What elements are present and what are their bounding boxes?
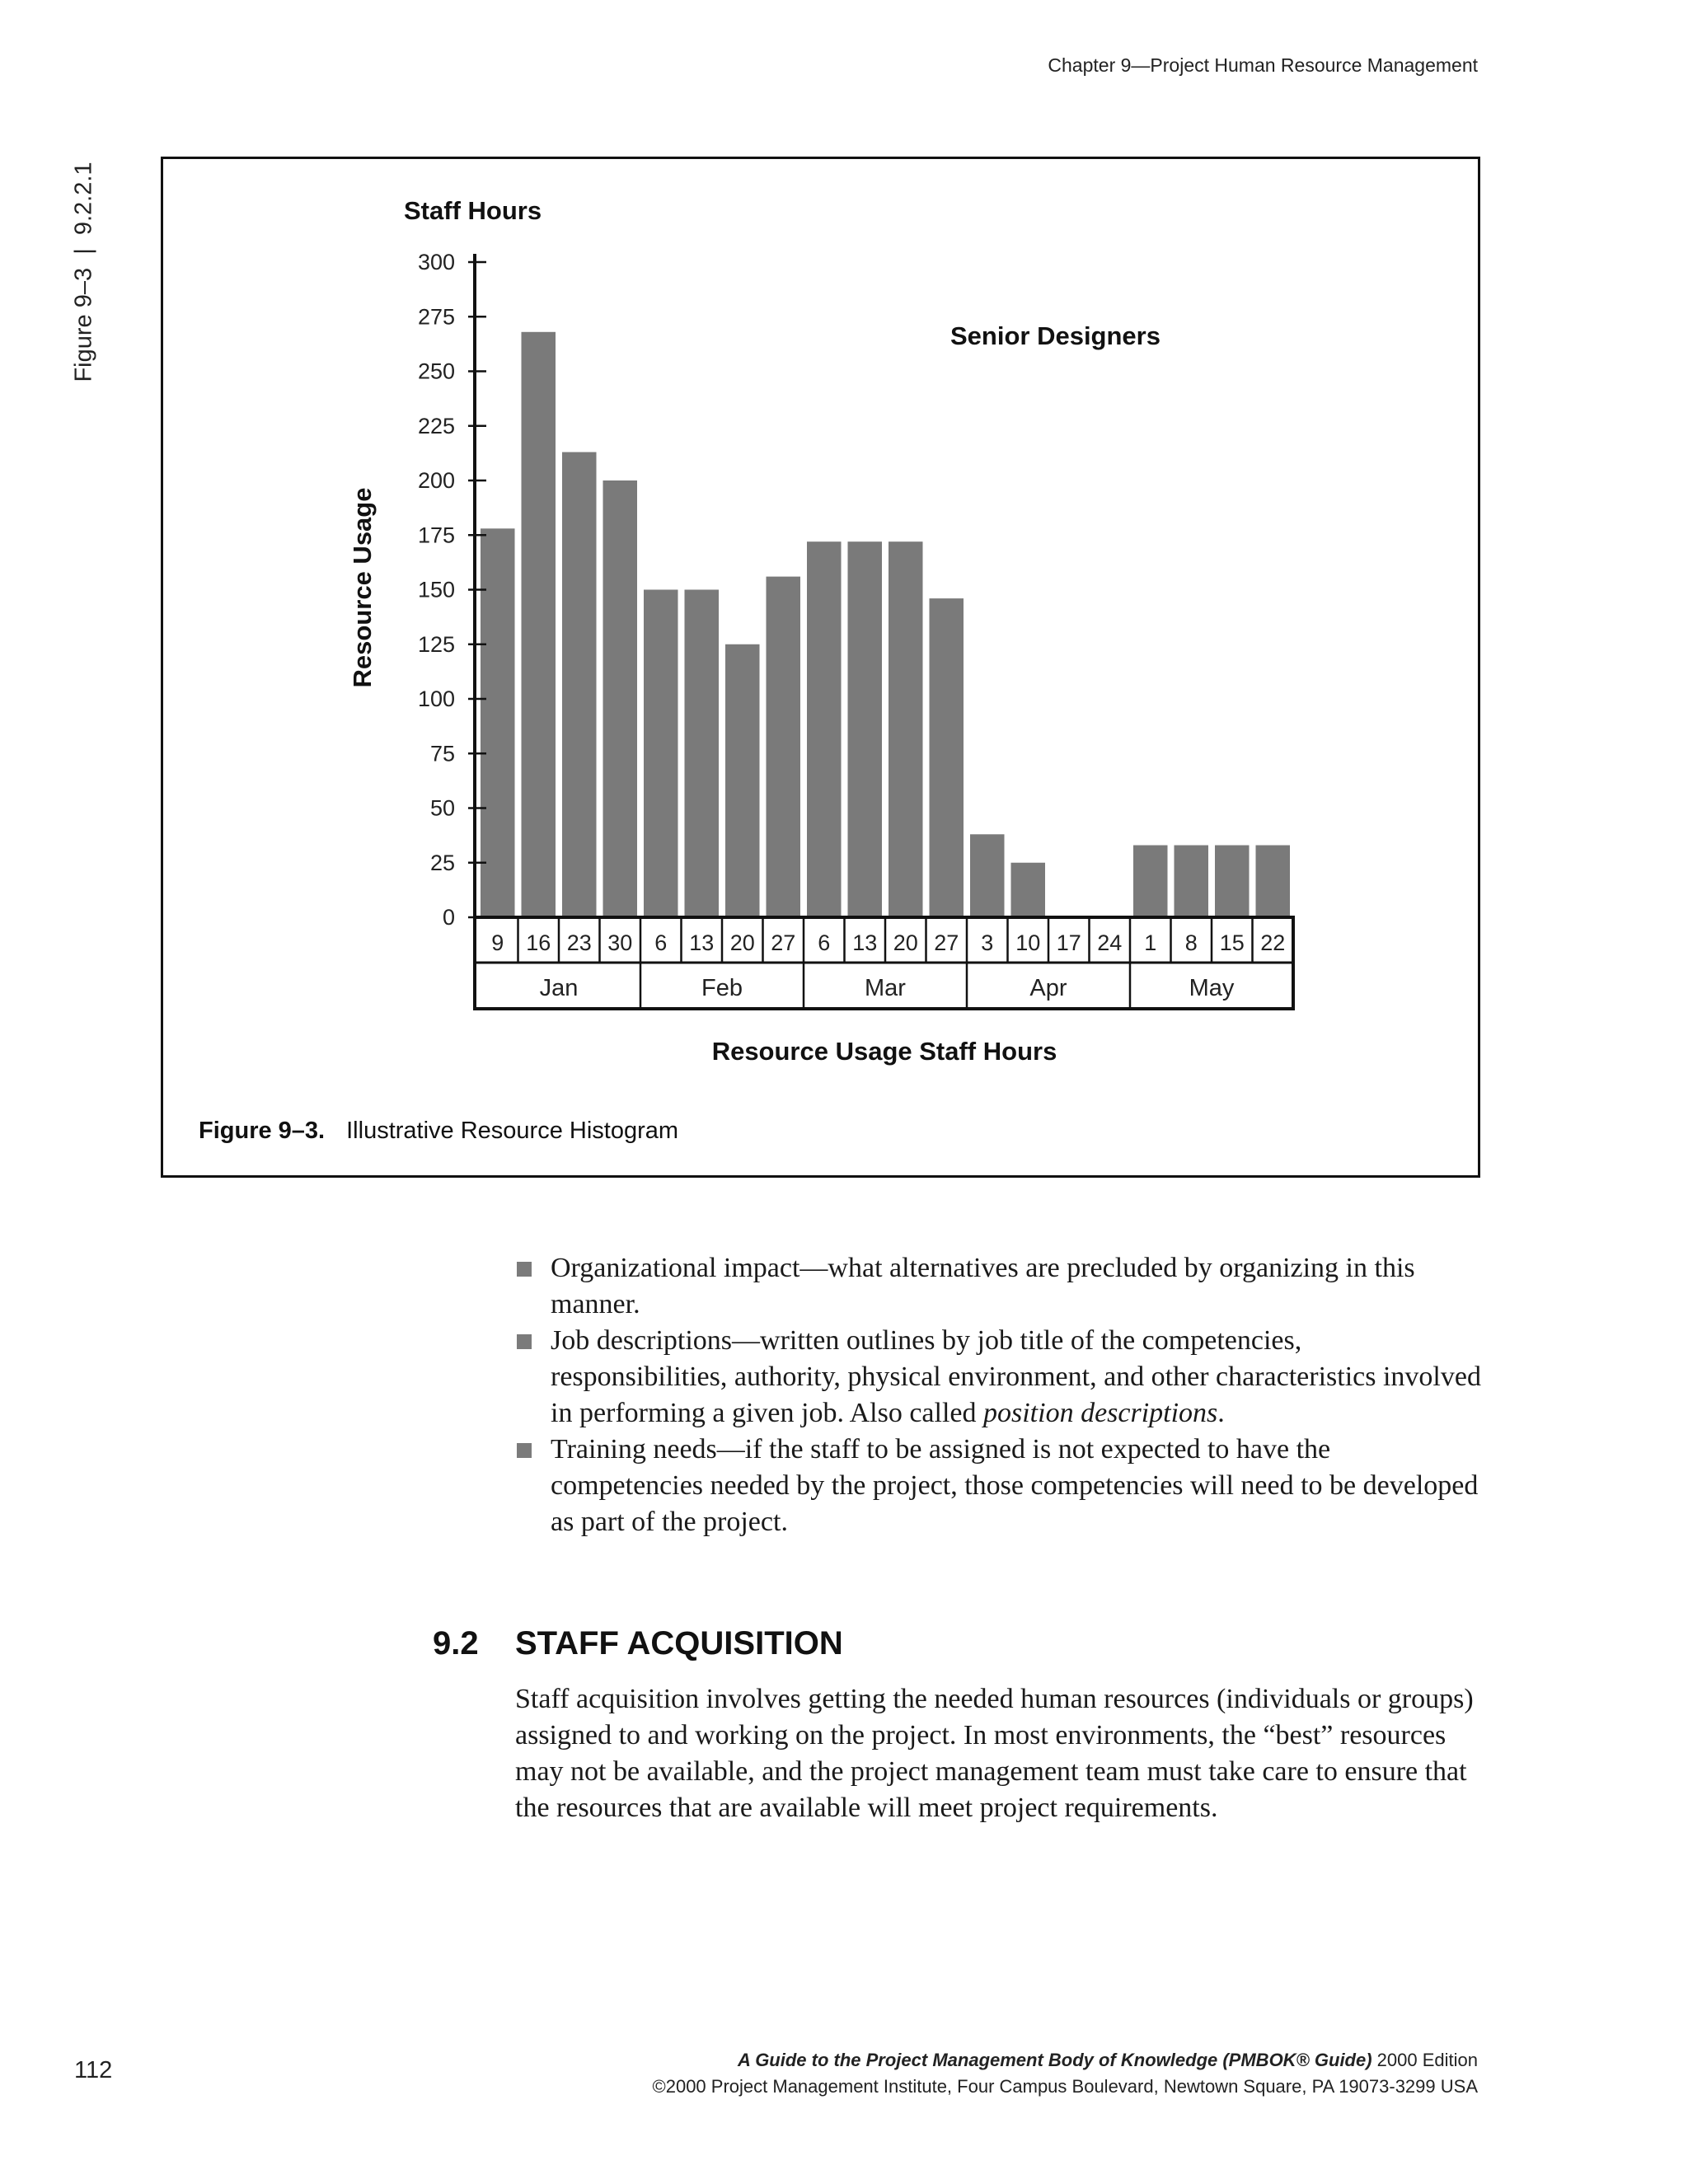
bullet-emphasis: position descriptions bbox=[983, 1398, 1218, 1428]
x-tick-label: 30 bbox=[607, 930, 633, 955]
square-bullet-icon bbox=[517, 1443, 532, 1458]
bar bbox=[807, 541, 842, 917]
bar bbox=[1175, 846, 1209, 917]
y-tick-label: 0 bbox=[442, 905, 455, 930]
y-tick-label: 225 bbox=[417, 413, 455, 438]
list-item bbox=[515, 1432, 1481, 1540]
footer-edition: 2000 Edition bbox=[1372, 2050, 1478, 2070]
bar bbox=[481, 528, 515, 917]
bar bbox=[685, 590, 720, 918]
bar bbox=[562, 452, 597, 917]
square-bullet-icon bbox=[517, 1334, 532, 1349]
bar bbox=[970, 834, 1005, 917]
x-tick-label: 16 bbox=[526, 930, 551, 955]
section-heading bbox=[433, 1625, 843, 1662]
bullet-text: Organizational impact—what alternatives are precluded by organizing in this manner. bbox=[551, 1253, 1415, 1319]
footer-book-title: A Guide to the Project Management Body of Knowledge (PMBOK® Guide) bbox=[738, 2050, 1372, 2070]
running-header: Chapter 9—Project Human Resource Management bbox=[1048, 54, 1478, 76]
bar bbox=[1215, 846, 1250, 917]
bar bbox=[767, 577, 801, 917]
month-label: May bbox=[1189, 975, 1235, 1001]
x-tick-label: 27 bbox=[771, 930, 796, 955]
resource-histogram-chart bbox=[163, 159, 1478, 1107]
footer-copyright: ©2000 Project Management Institute, Four Campus Boulevard, Newtown Square, PA 19073-3299 USA bbox=[652, 2076, 1478, 2097]
figure-caption bbox=[199, 1118, 678, 1145]
side-tab bbox=[59, 99, 109, 445]
y-tick-label: 150 bbox=[417, 577, 455, 602]
figure-caption-text: Illustrative Resource Histogram bbox=[346, 1118, 679, 1144]
list-item bbox=[515, 1323, 1481, 1432]
x-tick-label: 22 bbox=[1260, 930, 1286, 955]
bullet-tail: . bbox=[1217, 1398, 1225, 1428]
x-tick-label: 23 bbox=[566, 930, 592, 955]
x-tick-label: 15 bbox=[1219, 930, 1245, 955]
x-tick-label: 6 bbox=[818, 930, 831, 955]
section-title: STAFF ACQUISITION bbox=[515, 1625, 843, 1661]
y-axis-label: Resource Usage bbox=[348, 487, 377, 688]
y-tick-label: 100 bbox=[417, 687, 455, 711]
y-tick-label: 275 bbox=[417, 304, 455, 330]
square-bullet-icon bbox=[517, 1262, 532, 1277]
x-tick-label: 27 bbox=[934, 930, 959, 955]
month-label: Jan bbox=[539, 975, 579, 1001]
y-tick-label: 75 bbox=[429, 741, 455, 766]
figure-box bbox=[161, 157, 1480, 1178]
x-tick-label: 24 bbox=[1097, 930, 1123, 955]
bar bbox=[522, 332, 556, 917]
bar bbox=[603, 480, 638, 917]
bullet-text: Job descriptions—written outlines by job title of the competencies, responsibilities, authority, physical environment, and other characteristics involved in performing a given job. Also called bbox=[551, 1325, 1481, 1428]
units-label: Staff Hours bbox=[404, 196, 542, 225]
month-label: Mar bbox=[865, 975, 906, 1001]
x-tick-label: 6 bbox=[654, 930, 668, 955]
month-label: Feb bbox=[701, 975, 743, 1001]
side-tab-label: Figure 9–3 | 9.2.2.1 bbox=[70, 162, 97, 382]
y-tick-label: 200 bbox=[417, 468, 455, 493]
y-tick-label: 300 bbox=[417, 250, 455, 274]
x-tick-label: 1 bbox=[1144, 930, 1157, 955]
bar bbox=[848, 541, 883, 917]
bullet-list bbox=[515, 1250, 1481, 1540]
page-number: 112 bbox=[74, 2057, 113, 2083]
x-tick-label: 9 bbox=[491, 930, 504, 955]
footer bbox=[653, 2047, 1478, 2100]
x-tick-label: 17 bbox=[1056, 930, 1081, 955]
bar bbox=[1011, 863, 1046, 917]
list-item bbox=[515, 1250, 1481, 1323]
y-tick-label: 250 bbox=[417, 359, 455, 384]
y-tick-label: 50 bbox=[429, 795, 455, 821]
section-number: 9.2 bbox=[433, 1625, 479, 1661]
x-tick-label: 8 bbox=[1184, 930, 1198, 955]
x-tick-label: 10 bbox=[1015, 930, 1041, 955]
bar bbox=[1133, 846, 1168, 917]
x-axis-label: Resource Usage Staff Hours bbox=[711, 1037, 1057, 1066]
bar bbox=[930, 598, 964, 917]
figure-label: Figure 9–3. bbox=[199, 1118, 326, 1144]
y-tick-label: 25 bbox=[429, 850, 455, 875]
bar bbox=[889, 541, 923, 917]
bar bbox=[1256, 846, 1291, 917]
x-tick-label: 20 bbox=[893, 930, 918, 955]
x-tick-label: 13 bbox=[689, 930, 715, 955]
x-tick-label: 13 bbox=[852, 930, 878, 955]
x-tick-label: 3 bbox=[981, 930, 994, 955]
bullet-text: Training needs—if the staff to be assigned is not expected to have the competencies needed by the project, those competencies will need to be developed as part of the project. bbox=[551, 1434, 1479, 1537]
bar bbox=[644, 590, 678, 918]
section-paragraph: Staff acquisition involves getting the needed human resources (individuals or groups) assigned to and working on the project. In most environments, the “best” resources may not be available, and the project management team must take care to ensure that the resources that are available will meet project requirements. bbox=[515, 1684, 1474, 1823]
bar bbox=[725, 644, 760, 917]
y-tick-label: 125 bbox=[417, 631, 455, 657]
chart-title: Senior Designers bbox=[950, 321, 1160, 350]
x-tick-label: 20 bbox=[729, 930, 755, 955]
footer-title-line bbox=[653, 2047, 1478, 2074]
y-tick-label: 175 bbox=[417, 523, 455, 548]
month-label: Apr bbox=[1029, 975, 1067, 1001]
